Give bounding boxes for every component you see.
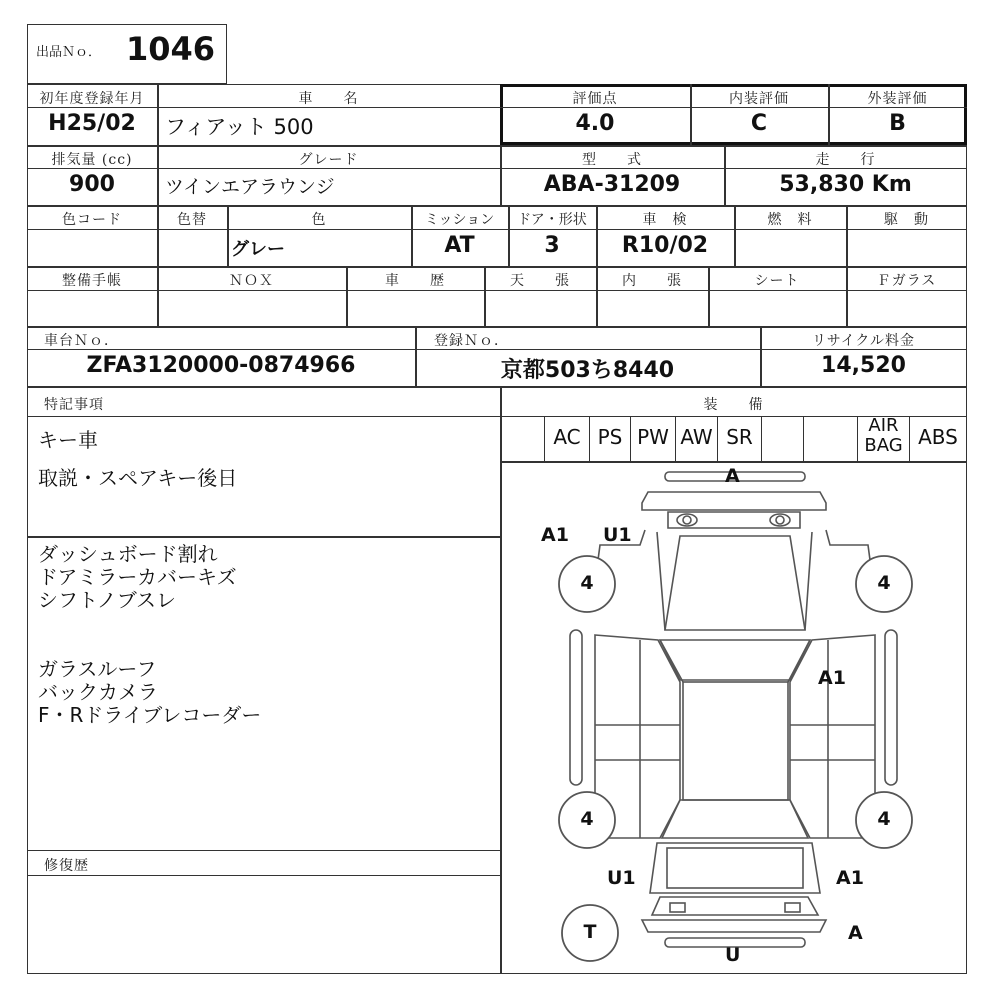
tire-rl-value: 4: [580, 808, 594, 830]
notes-block2-line2: バックカメラ: [38, 680, 158, 704]
model-value: ABA-31209: [543, 172, 681, 197]
transmission-label: ミッション: [424, 212, 495, 228]
mark-right-side-a1: A1: [818, 667, 846, 689]
mileage-value: 53,830 Km: [779, 172, 912, 197]
mark-rear-right-a1: A1: [836, 867, 864, 889]
model-label: 型 式: [582, 152, 642, 168]
fglass-label: Ｆガラス: [876, 273, 937, 289]
notes-label: 特記事項: [44, 397, 104, 413]
tire-rr-value: 4: [877, 808, 891, 830]
interior-value: C: [750, 111, 768, 136]
mark-rear-a: A: [848, 922, 863, 944]
chassis-label: 車台Ｎｏ．: [44, 333, 119, 349]
plate-value: 京都503ち8440: [500, 358, 675, 383]
mark-rear-left-u1: U1: [607, 867, 636, 889]
first-reg-label: 初年度登録年月: [39, 91, 145, 107]
first-reg-value: H25/02: [48, 111, 136, 136]
grade-value: ツインエアラウンジ: [165, 176, 335, 198]
notes-line2: 取説・スペアキー後日: [38, 466, 238, 490]
doors-label: ドア・形状: [517, 212, 587, 228]
equipment-item-airbag: AIR BAG: [864, 415, 903, 456]
inspection-label: 車 検: [642, 212, 688, 228]
notes-block2-line1: ガラスルーフ: [38, 657, 157, 681]
doors-value: 3: [544, 233, 560, 258]
equipment-item-ac: AC: [553, 425, 581, 449]
repair-history-label: 修復歴: [44, 858, 89, 874]
displacement-label: 排気量 (cc): [51, 152, 133, 168]
color-label: 色: [311, 212, 327, 228]
mark-front-u1: U1: [603, 524, 632, 546]
lot-number: 1046: [126, 30, 216, 68]
color-code-label: 色コード: [62, 212, 122, 228]
fuel-label: 燃 料: [767, 212, 813, 228]
tire-spare-value: T: [583, 921, 597, 943]
color-change-label: 色替: [177, 212, 207, 228]
mark-front-left-a1: A1: [541, 524, 569, 546]
seat-label: シート: [754, 273, 800, 289]
mileage-label: 走 行: [815, 152, 876, 168]
interior-trim-label: 内 張: [622, 273, 682, 289]
drive-label: 駆 動: [884, 212, 929, 228]
chassis-value: ZFA3120000-0874966: [86, 353, 356, 378]
inspection-value: R10/02: [621, 233, 709, 258]
car-name-label: 車 名: [298, 91, 359, 107]
history-label: 車 歴: [385, 273, 445, 289]
equipment-item-abs: ABS: [918, 425, 958, 449]
recycle-value: 14,520: [821, 353, 906, 378]
score-value: 4.0: [575, 111, 615, 136]
notes-block1-line1: ダッシュボード割れ: [38, 542, 218, 566]
car-diagram: [501, 462, 966, 973]
car-name-value: フィアット 500: [165, 115, 314, 139]
equipment-item-sr: SR: [726, 425, 753, 449]
plate-label: 登録Ｎｏ．: [434, 333, 509, 349]
notes-block1-line3: シフトノブスレ: [38, 588, 176, 612]
interior-label: 内装評価: [729, 91, 789, 107]
tire-fl-value: 4: [580, 572, 594, 594]
displacement-value: 900: [69, 172, 115, 197]
equipment-item-ps: PS: [597, 425, 623, 449]
equipment-label: 装 備: [703, 397, 764, 413]
nox-label: ＮＯＸ: [229, 273, 274, 289]
color-value: グレー: [231, 239, 285, 260]
grade-label: グレード: [298, 152, 359, 168]
score-label: 評価点: [572, 91, 618, 107]
tire-fr-value: 4: [877, 572, 891, 594]
roof-label: 天 張: [510, 273, 570, 289]
notes-line1: キー車: [38, 428, 98, 452]
transmission-value: AT: [444, 233, 475, 258]
mark-rear-bumper-u: U: [725, 944, 741, 966]
maintenance-label: 整備手帳: [62, 273, 122, 289]
exterior-value: B: [889, 111, 906, 136]
recycle-label: リサイクル料金: [811, 333, 916, 349]
notes-block1-line2: ドアミラーカバーキズ: [38, 565, 237, 589]
equipment-item-pw: PW: [637, 425, 669, 449]
notes-block2-line3: F・Rドライブレコーダー: [38, 703, 262, 727]
lot-label: 出品Ｎｏ．: [36, 45, 102, 60]
mark-front: A: [725, 465, 740, 487]
equipment-item-aw: AW: [680, 425, 713, 449]
exterior-label: 外装評価: [867, 91, 928, 107]
